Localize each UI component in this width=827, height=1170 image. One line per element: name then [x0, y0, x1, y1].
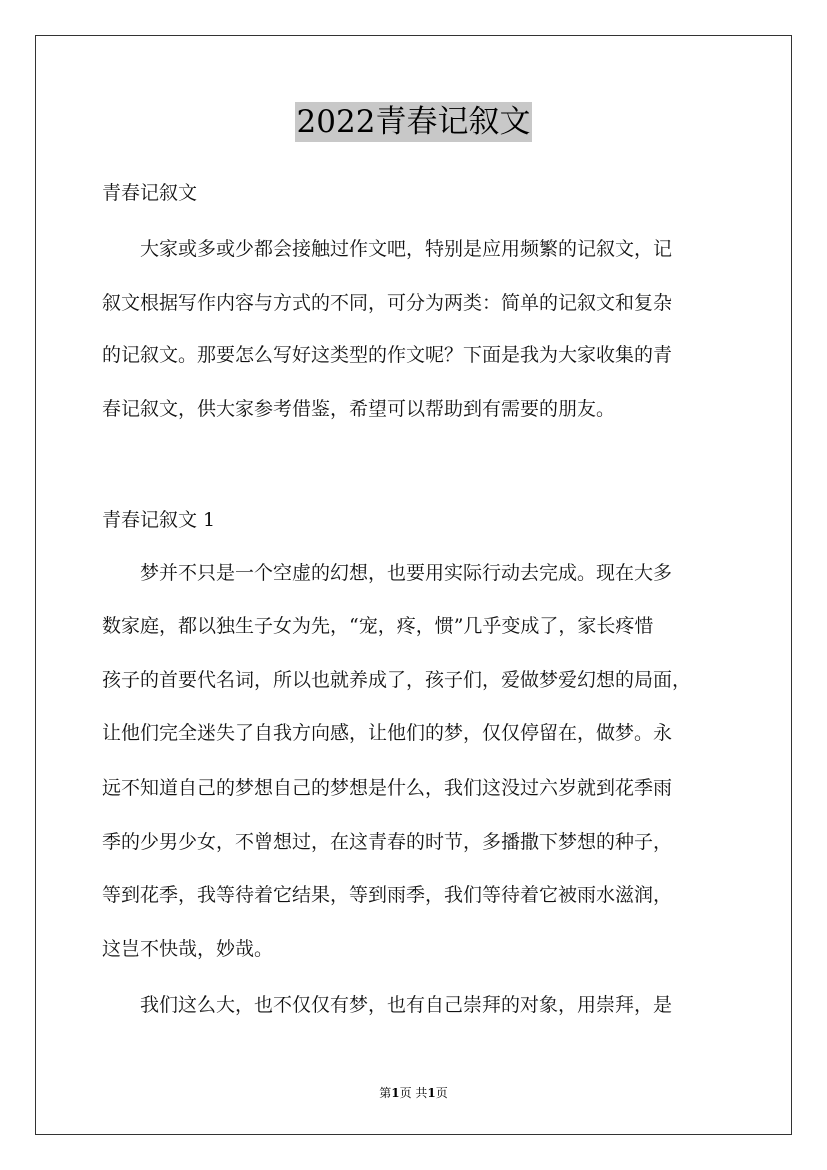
footer-prefix: 第: [379, 1086, 392, 1100]
paragraph-line: 梦并不只是一个空虚的幻想，也要用实际行动去完成。现在大多: [140, 562, 673, 584]
paragraph-line: 春记叙文，供大家参考借鉴，希望可以帮助到有需要的朋友。: [102, 398, 616, 420]
paragraph-line: 季的少男少女，不曾想过，在这青春的时节，多播撒下梦想的种子，: [102, 831, 673, 853]
title-text: 2022青春记叙文: [296, 104, 531, 140]
paragraph-line: 等到花季，我等待着它结果，等到雨季，我们等待着它被雨水滋润，: [102, 884, 673, 906]
paragraph-line: 的记叙文。那要怎么写好这类型的作文呢？下面是我为大家收集的青: [102, 344, 673, 366]
paragraph-line: 大家或多或少都会接触过作文吧，特别是应用频繁的记叙文，记: [140, 238, 673, 260]
paragraph-line: 叙文根据写作内容与方式的不同，可分为两类：简单的记叙文和复杂: [102, 292, 673, 314]
section-heading: 青春记叙文 1: [102, 509, 216, 531]
paragraph-line: 这岂不快哉，妙哉。: [102, 938, 274, 960]
page-number-footer: [0, 1084, 827, 1101]
footer-suffix: 页: [435, 1086, 448, 1100]
footer-total-pages: 1: [427, 1086, 436, 1100]
document-title: [0, 102, 827, 142]
paragraph-line: 孩子的首要代名词，所以也就养成了，孩子们，爱做梦爱幻想的局面，: [102, 669, 692, 691]
paragraph-line: 远不知道自己的梦想自己的梦想是什么，我们这没过六岁就到花季雨: [102, 777, 673, 799]
paragraph-line: 让他们完全迷失了自我方向感，让他们的梦，仅仅停留在，做梦。永: [102, 722, 673, 744]
paragraph-line: 数家庭，都以独生子女为先，“宠，疼，惯”几乎变成了，家长疼惜: [102, 615, 654, 637]
footer-current-page: 1: [391, 1086, 400, 1100]
footer-mid: 页 共: [399, 1086, 428, 1100]
paragraph-line: 我们这么大，也不仅仅有梦，也有自己崇拜的对象，用崇拜，是: [140, 994, 673, 1016]
section-heading: 青春记叙文: [102, 182, 198, 204]
